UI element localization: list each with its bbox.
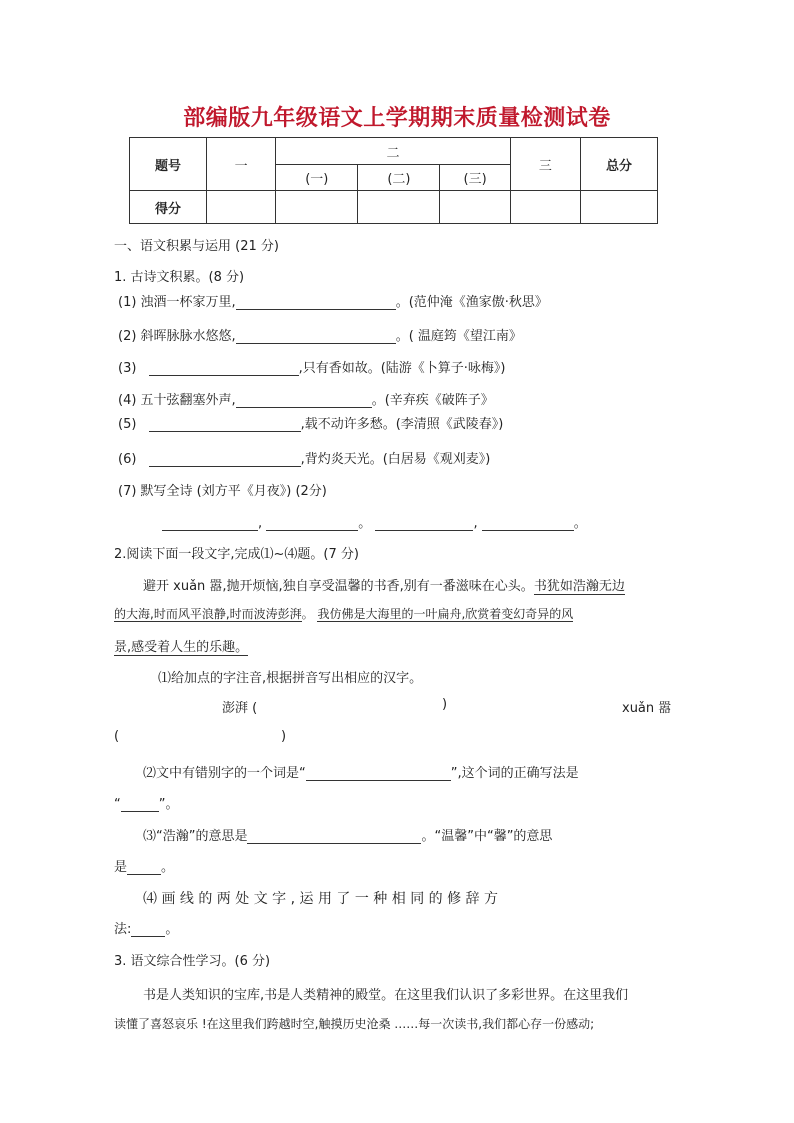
header-sub-3: (三) <box>440 165 510 191</box>
underlined-text: 书犹如浩瀚无边 <box>533 579 625 594</box>
score-cell[interactable] <box>440 191 510 224</box>
header-section-2: 二 <box>276 138 511 165</box>
q3-passage-line-2: 读懂了喜怒哀乐 !在这里我们跨越时空,触摸历史沧桑 ……每一次读书,我们都心存一份感动; <box>114 1017 595 1031</box>
section-heading: 一、语文积累与运用 (21 分) <box>114 239 279 254</box>
header-tihao: 题号 <box>130 138 207 191</box>
q1-item-6-text: ,背灼炎天光。(白居易《观刈麦》) <box>300 452 491 467</box>
passage-text: 避开 xuǎn 嚣,抛开烦恼,独自享受温馨的书香,别有一番滋味在心头。 <box>143 579 534 594</box>
passage-text: 。 <box>301 607 314 621</box>
answer-blank[interactable] <box>247 829 421 844</box>
row-label-score: 得分 <box>130 191 207 224</box>
answer-blank[interactable] <box>236 393 372 408</box>
q1-item-4 <box>118 389 494 408</box>
q1-item-7-answer-lines <box>162 512 587 531</box>
punctuation: 。 <box>358 516 372 531</box>
q1-item-2-source: 。( 温庭筠《望江南》 <box>395 329 522 344</box>
q2-sub-1: ⑴给加点的字注音,根据拼音写出相应的汉字。 <box>158 671 423 686</box>
answer-blank[interactable] <box>149 361 299 376</box>
header-sub-2: (二) <box>358 165 440 191</box>
underlined-text: 景,感受着人生的乐趣。 <box>114 640 249 655</box>
q1-item-4-text: (4) 五十弦翻塞外声, <box>118 393 236 408</box>
answer-blank[interactable] <box>149 452 301 467</box>
header-sub-1: (一) <box>276 165 358 191</box>
q2-sub-3-cont <box>114 856 174 875</box>
answer-blank[interactable] <box>236 295 396 310</box>
score-cell[interactable] <box>207 191 276 224</box>
question-text: 法: <box>114 922 132 937</box>
question-3-heading: 3. 语文综合性学习。(6 分) <box>114 954 271 969</box>
q1-item-5-label: (5) <box>118 417 137 432</box>
q2-sub-1-pengpai: 澎湃 ( <box>222 701 258 716</box>
question-text: ”。 <box>158 797 179 812</box>
answer-blank[interactable] <box>121 797 159 812</box>
q2-sub-2-cont <box>114 793 179 812</box>
header-section-1: 一 <box>207 138 276 191</box>
q1-item-1 <box>118 291 548 310</box>
q2-passage-line-3 <box>114 636 248 655</box>
underlined-text: 的大海,时而风平浪静,时而波涛彭湃 <box>114 607 302 621</box>
q2-sub-2 <box>143 762 579 781</box>
question-text: 。 <box>161 860 175 875</box>
question-2-heading: 2.阅读下面一段文字,完成⑴~⑷题。(7 分) <box>114 547 359 562</box>
q1-item-2-text: (2) 斜晖脉脉水悠悠, <box>118 329 236 344</box>
punctuation: , <box>473 516 478 531</box>
score-cell[interactable] <box>510 191 580 224</box>
question-text: 是 <box>114 860 128 875</box>
paren-open: ( <box>114 729 120 744</box>
score-table <box>129 137 658 224</box>
q1-item-3-label: (3) <box>118 361 137 376</box>
question-text: “ <box>114 797 121 812</box>
question-text: 。“温馨”中“馨”的意思 <box>421 829 553 844</box>
answer-blank[interactable] <box>375 516 473 531</box>
question-text: ”,这个词的正确写法是 <box>450 766 579 781</box>
q2-sub-4-cont <box>114 918 178 937</box>
answer-blank[interactable] <box>266 516 358 531</box>
q1-item-5-text: ,载不动许多愁。(李清照《武陵春》) <box>300 417 504 432</box>
q2-sub-1-xuan: xuǎn 嚣 <box>622 701 672 716</box>
q2-passage-line-1 <box>143 575 625 594</box>
answer-blank[interactable] <box>127 860 161 875</box>
question-text: ⑶“浩瀚”的意思是 <box>143 829 248 844</box>
q1-item-2 <box>118 325 522 344</box>
answer-blank[interactable] <box>131 922 165 937</box>
q1-item-1-source: 。(范仲淹《渔家傲·秋思》 <box>395 295 548 310</box>
answer-blank[interactable] <box>306 766 451 781</box>
q2-passage-line-2 <box>114 605 573 622</box>
score-cell[interactable] <box>580 191 657 224</box>
q2-sub-3 <box>143 825 552 844</box>
header-section-3: 三 <box>510 138 580 191</box>
answer-blank[interactable] <box>482 516 574 531</box>
score-cell[interactable] <box>358 191 440 224</box>
q1-item-6 <box>118 448 490 467</box>
q3-passage-line-1: 书是人类知识的宝库,书是人类精神的殿堂。在这里我们认识了多彩世界。在这里我们 <box>143 988 629 1003</box>
paren-close: ) <box>281 729 287 744</box>
question-text: 。 <box>165 922 179 937</box>
question-1-heading: 1. 古诗文积累。(8 分) <box>114 270 245 285</box>
page-title: 部编版九年级语文上学期期末质量检测试卷 <box>183 105 611 131</box>
answer-blank[interactable] <box>149 417 301 432</box>
q1-item-7: (7) 默写全诗 (刘方平《月夜》) (2分) <box>118 484 327 499</box>
score-cell[interactable] <box>276 191 358 224</box>
paren-close: ) <box>442 697 448 712</box>
q1-item-1-text: (1) 浊酒一杯家万里, <box>118 295 236 310</box>
question-text: ⑵文中有错别字的一个词是“ <box>143 766 306 781</box>
answer-blank[interactable] <box>162 516 258 531</box>
header-total: 总分 <box>580 138 657 191</box>
q2-sub-4: ⑷ 画 线 的 两 处 文 字 , 运 用 了 一 种 相 同 的 修 辞 方 <box>143 891 499 907</box>
punctuation: 。 <box>573 516 587 531</box>
q1-item-4-source: 。(辛弃疾《破阵子》 <box>371 393 494 408</box>
q1-item-5 <box>118 413 503 432</box>
underlined-text: 我仿佛是大海里的一叶扁舟,欣赏着变幻奇异的风 <box>317 607 574 621</box>
q1-item-3 <box>118 357 505 376</box>
punctuation: , <box>258 516 263 531</box>
answer-blank[interactable] <box>236 329 396 344</box>
q1-item-6-label: (6) <box>118 452 137 467</box>
q1-item-3-text: ,只有香如故。(陆游《卜算子·咏梅》) <box>298 361 506 376</box>
